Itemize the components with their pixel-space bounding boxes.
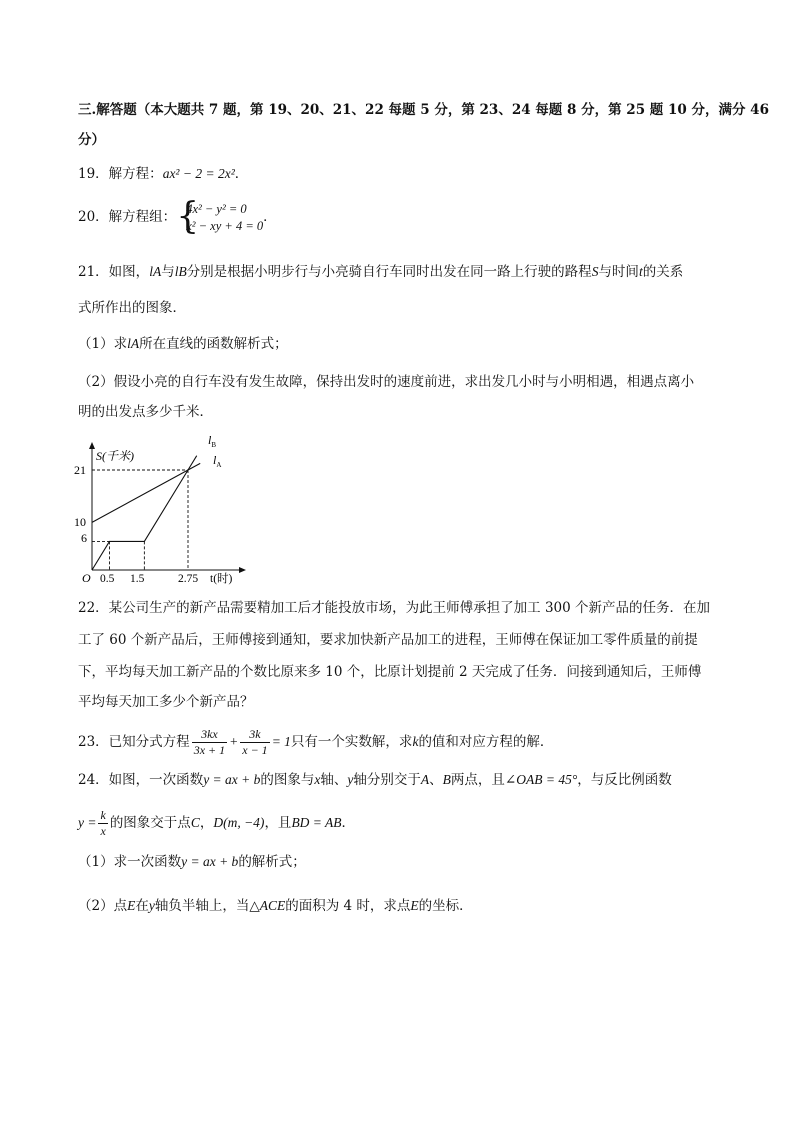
q24-text: 两点，且: [450, 772, 505, 788]
q24-angle: ∠OAB = 45°: [504, 772, 578, 787]
question-24-part2: [78, 896, 473, 916]
q24-text: ，: [199, 815, 214, 831]
question-23: [78, 725, 553, 759]
q21-part1-lA: lA: [127, 336, 140, 351]
question-24-part1: [78, 852, 306, 872]
q24-part1-text: 的解析式；: [238, 854, 306, 870]
q24-y: y: [347, 772, 354, 787]
q20-suffix: ．: [263, 209, 277, 225]
q23-k: k: [412, 734, 419, 749]
q24-text: 的图象交于点: [109, 815, 191, 831]
q24-fraction: [98, 808, 107, 839]
y-tick-10: 10: [74, 515, 86, 529]
q24-part2-text: 的面积为 4 时，求点: [285, 898, 411, 914]
q23-eq: = 1: [271, 734, 291, 749]
q23-fraction-2: [240, 727, 269, 758]
q24-part2-text: （2）点: [78, 898, 128, 914]
q24-text: ．: [341, 815, 356, 831]
x-axis-label: t(时): [210, 573, 233, 585]
x-tick-0.5: 0.5: [100, 573, 115, 585]
q24-E2: E: [410, 898, 419, 913]
question-24-line1: [78, 770, 672, 790]
q24-BD-AB: BD = AB: [291, 815, 342, 830]
q23-text: 23．已知分式方程: [78, 734, 190, 750]
question-22-line2: 工了 60 个新产品后，王师傅接到通知，要求加快新产品加工的进程，王师傅在保证加工零件质量的前提: [78, 632, 698, 648]
x-tick-2.75: 2.75: [178, 573, 199, 585]
question-21-part1: [78, 334, 288, 354]
question-21-line1: [78, 262, 683, 282]
q24-C: C: [190, 815, 200, 830]
question-19: [78, 164, 248, 184]
q24-part2-text: 在: [135, 898, 149, 914]
question-24-line2: [78, 806, 355, 840]
q24-text: 24．如图，一次函数: [78, 772, 204, 788]
q24-x: x: [314, 772, 321, 787]
y-tick-6: 6: [81, 531, 87, 545]
x-tick-1.5: 1.5: [130, 573, 145, 585]
q24-text: 轴分别交于: [353, 772, 421, 788]
q24-part1-func: y = ax + b: [181, 854, 239, 869]
q23-f2-den: x − 1: [242, 743, 268, 757]
q24-D: D(m, −4): [213, 815, 265, 830]
q21-text: 的关系: [642, 264, 684, 280]
question-22-line1: 22．某公司生产的新产品需要精加工后才能投放市场，为此王师傅承担了加工 300 个新产品的任务．在加: [78, 600, 711, 616]
q24-frac-den: x: [100, 824, 106, 838]
q24-frac-num: k: [100, 808, 106, 822]
q24-text: 的图象与: [260, 772, 315, 788]
q23-f1-num: 3kx: [192, 727, 227, 743]
q21-S: S: [591, 264, 599, 279]
q20-eq2: x² − xy + 4 = 0: [186, 218, 264, 233]
line-A-label: $l_A$: [213, 453, 222, 469]
y-axis-label: S(千米): [96, 449, 134, 463]
question-22-line3: 下，平均每天加工新产品的个数比原来多 10 个，比原计划提前 2 天完成了任务．问接到通知后，王师傅: [78, 664, 702, 680]
q24-A: A: [420, 772, 430, 787]
question-21-part2-line1: （2）假设小亮的自行车没有发生故障，保持出发时的速度前进，求出发几小时与小明相遇，相遇点离小: [78, 374, 695, 390]
question-20: [78, 195, 277, 237]
q20-equation-system: [176, 195, 264, 237]
q24-y-eq: y =: [78, 815, 97, 830]
q20-prefix: 20．解方程组：: [78, 209, 177, 225]
q24-B: B: [442, 772, 451, 787]
question-22-line4: 平均每天加工多少个新产品？: [78, 694, 254, 710]
q24-text: ，与反比例函数: [577, 772, 672, 788]
series-line-lA: [92, 463, 200, 522]
q24-y2: y: [148, 898, 155, 913]
q21-part1-text: （1）求: [78, 336, 128, 352]
q23-plus: +: [229, 734, 239, 749]
q21-text: 与时间: [598, 264, 639, 280]
q23-text: 只有一个实数解，求: [290, 734, 413, 750]
y-tick-21: 21: [74, 463, 86, 477]
q23-f2-num: 3k: [240, 727, 269, 743]
line-B-label: $l_B$: [208, 433, 217, 449]
section-title-line1: 三.解答题（本大题共 7 题，第 19、20、21、22 每题 5 分，第 23、24 每题 8 分，第 25 题 10 分，满分 46: [78, 102, 769, 118]
question-21-line2: 式所作出的图象．: [78, 300, 186, 316]
q24-E: E: [127, 898, 136, 913]
q24-part2-text: 的坐标．: [418, 898, 473, 914]
q23-fraction-1: [192, 727, 227, 758]
q21-lB: lB: [174, 264, 187, 279]
q21-t: t: [638, 264, 643, 279]
q24-text: 轴、: [320, 772, 348, 788]
q23-text: 的值和对应方程的解．: [418, 734, 554, 750]
q21-text: 21．如图，: [78, 264, 150, 280]
section-title-line2: 分）: [78, 132, 105, 148]
q19-prefix: 19．解方程：: [78, 166, 163, 182]
q20-eq1: 4x² − y² = 0: [186, 201, 247, 216]
q23-f1-den: 3x + 1: [193, 743, 226, 757]
origin-label: O: [82, 571, 91, 585]
x-axis-arrow-icon: [239, 567, 246, 573]
brace-icon: {: [176, 195, 200, 237]
q24-ACE: ACE: [259, 898, 286, 913]
y-axis-arrow-icon: [89, 442, 95, 449]
q19-suffix: ．: [234, 166, 249, 182]
q24-part2-text: 轴负半轴上，当△: [154, 898, 260, 914]
q24-text: 、: [429, 772, 443, 788]
q24-text: ，且: [264, 815, 292, 831]
q21-text: 与: [161, 264, 175, 280]
q21-text: 分别是根据小明步行与小亮骑自行车同时出发在同一路上行驶的路程: [186, 264, 592, 280]
q19-equation: ax² − 2 = 2x²: [162, 166, 235, 181]
q21-part1-text: 所在直线的函数解析式；: [139, 336, 288, 352]
q24-part1-text: （1）求一次函数: [78, 854, 182, 870]
q21-lA: lA: [149, 264, 162, 279]
q24-func: y = ax + b: [203, 772, 261, 787]
distance-time-graph: [60, 432, 260, 590]
question-21-part2-line2: 明的出发点多少千米．: [78, 404, 213, 420]
